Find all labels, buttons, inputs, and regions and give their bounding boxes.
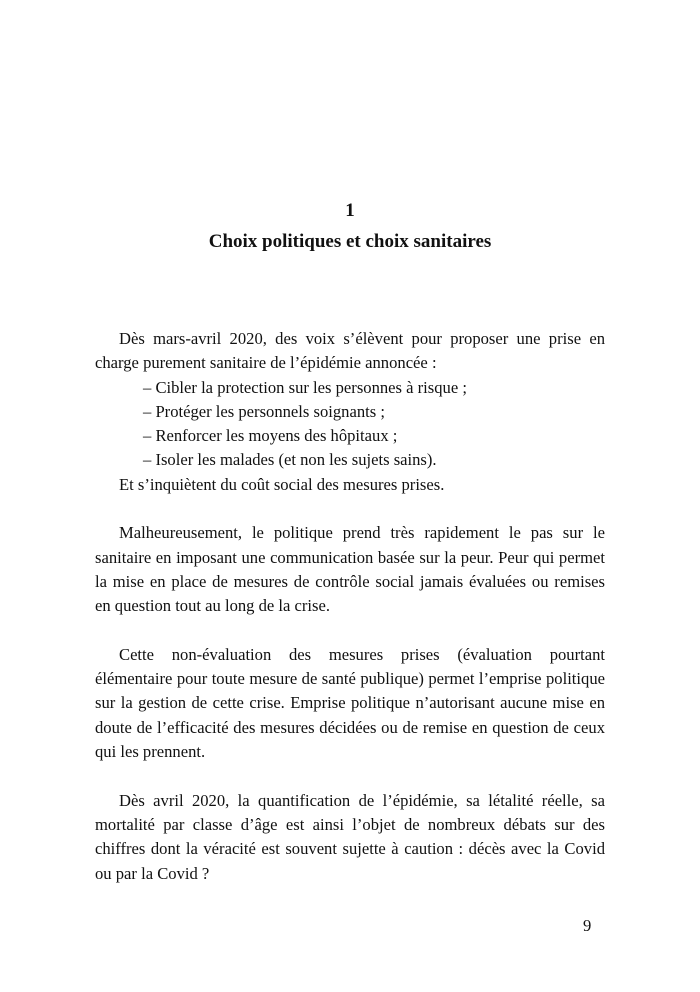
page-number: 9	[583, 916, 592, 935]
paragraph: Cette non-évaluation des mesures prises (évaluation pourtant élémentaire pour toute mesure de santé publique) permet l’emprise politique sur la gestion de cette crise. Emprise politique n’autorisant aucune mise en doute de l’efficacité des mesures décidées ou de remise en question de ceux qui les prennent.	[95, 644, 605, 762]
measures-list	[95, 376, 605, 473]
list-item: – Isoler les malades (et non les sujets sains).	[143, 450, 437, 470]
chapter-number: 1	[345, 200, 355, 221]
intro-section	[95, 327, 605, 497]
intro-closing: Et s’inquiètent du coût social des mesures prises.	[119, 474, 445, 494]
list-item: – Protéger les personnels soignants ;	[143, 401, 385, 421]
chapter-title: Choix politiques et choix sanitaires	[208, 231, 492, 252]
list-item: – Renforcer les moyens des hôpitaux ;	[143, 426, 398, 446]
list-item: – Cibler la protection sur les personnes à risque ;	[143, 377, 467, 397]
paragraph: Dès avril 2020, la quantification de l’épidémie, sa létalité réelle, sa mortalité par classe d’âge est ainsi l’objet de nombreux débats sur des chiffres dont la véracité est souvent sujette à caution : décès avec la Covid ou par la Covid ?	[95, 790, 605, 883]
paragraph: Malheureusement, le politique prend très rapidement le pas sur le sanitaire en imposant une communication basée sur la peur. Peur qui permet la mise en place de mesures de contrôle social jamais évaluées ou remises en question tout au long de la crise.	[95, 523, 605, 616]
body-text	[95, 327, 605, 886]
intro-lead: Dès mars-avril 2020, des voix s’élèvent pour proposer une prise en charge purement sanitaire de l’épidémie annoncée :	[95, 329, 605, 373]
